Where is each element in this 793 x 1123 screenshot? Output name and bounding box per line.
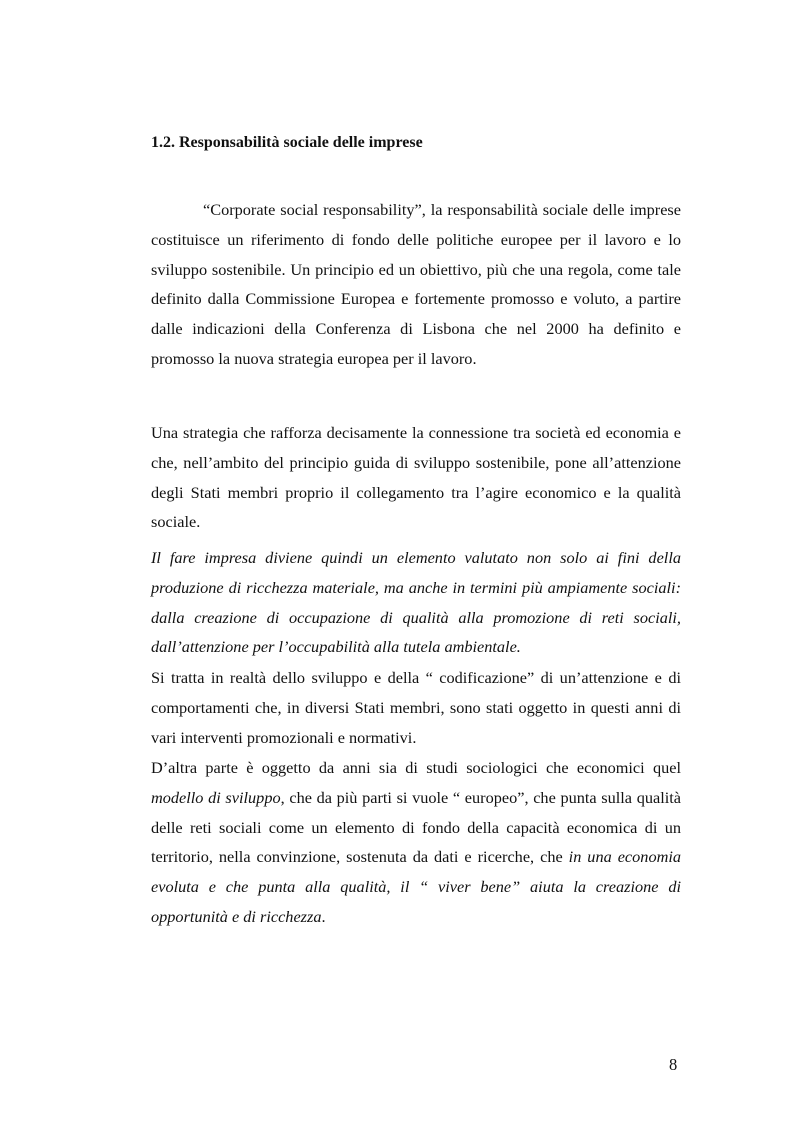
paragraph-text-span: D’altra parte è oggetto da anni sia di studi sociologici che economici quel xyxy=(151,758,681,777)
emphasis-viver-bene: in una economia evoluta e che punta alla qualità, il “ viver bene” aiuta la creazione di opportunità e di ricchezza xyxy=(151,847,682,926)
paragraph-italic-impresa: Il fare impresa diviene quindi un elemento valutato non solo ai fini della produzione di ricchezza materiale, ma anche in termini più ampiamente sociali: dalla creazione di occupazione di qualità alla promozione di reti sociali, dall’attenzione per l’occupabilità alla tutela ambientale. xyxy=(151,548,681,657)
paragraph-strategy: Una strategia che rafforza decisamente la connessione tra società ed economia e che, nell’ambito del principio guida di sviluppo sostenibile, pone all’attenzione degli Stati membri proprio il collegamento tra l’agire economico e la qualità sociale. xyxy=(151,423,681,532)
paragraph-text-span: . xyxy=(321,906,326,926)
page-number: 8 xyxy=(669,1055,678,1074)
emphasis-modello-di-sviluppo: modello di sviluppo xyxy=(151,787,281,807)
section-heading: 1.2. Responsabilità sociale delle imprese xyxy=(151,134,423,151)
paragraph-corporate-social-responsibility: “Corporate social responsability”, la responsabilità sociale delle imprese costituisce un riferimento di fondo delle politiche europee per il lavoro e lo sviluppo sostenibile. Un principio ed un obiettivo, più che una regola, come tale definito dalla Commissione Europea e fortemente promosso e voluto, a partire dalle indicazioni della Conferenza di Lisbona che nel 2000 ha definito e promosso la nuova strategia europea per il lavoro. xyxy=(151,200,681,368)
paragraph-modello-di-sviluppo xyxy=(151,753,681,932)
paragraph-text-span: , che da più parti si vuole “ europeo”, che punta sulla qualità delle reti sociali come un elemento di fondo della capacità economica di un territorio, nella convinzione, sostenuta da dati e ricerche, che xyxy=(151,787,681,867)
paragraph-codificazione: Si tratta in realtà dello sviluppo e della “ codificazione” di un’attenzione e di comportamenti che, in diversi Stati membri, sono stati oggetto in questi anni di vari interventi promozionali e normativi. xyxy=(151,668,681,747)
